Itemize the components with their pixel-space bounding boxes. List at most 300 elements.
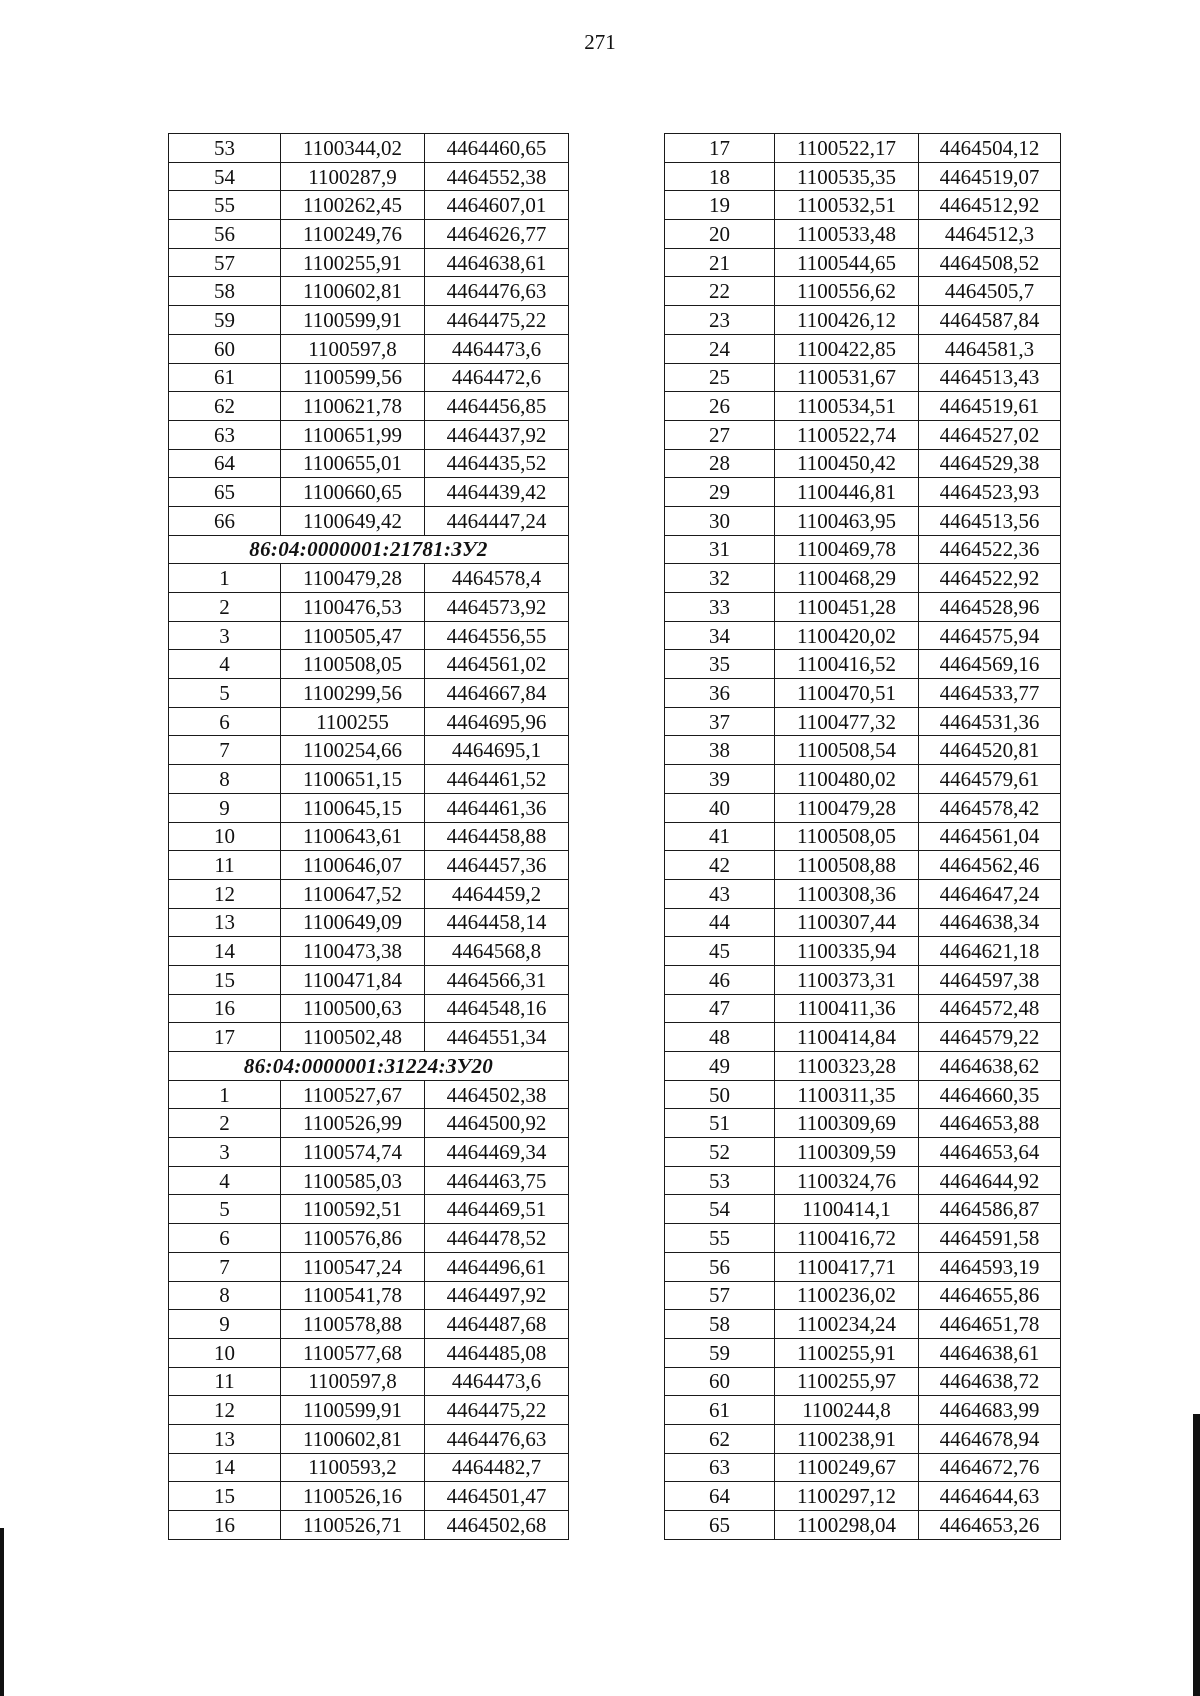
y-coordinate: 4464586,87: [919, 1195, 1061, 1224]
y-coordinate: 4464520,81: [919, 736, 1061, 765]
point-number: 23: [665, 306, 775, 335]
x-coordinate: 1100534,51: [775, 392, 919, 421]
point-number: 64: [169, 449, 281, 478]
point-number: 29: [665, 478, 775, 507]
point-number: 14: [169, 937, 281, 966]
x-coordinate: 1100660,65: [281, 478, 425, 507]
x-coordinate: 1100531,67: [775, 363, 919, 392]
table-row: [665, 420, 1061, 449]
y-coordinate: 4464578,4: [425, 564, 569, 593]
x-coordinate: 1100508,05: [775, 822, 919, 851]
table-row: [665, 162, 1061, 191]
x-coordinate: 1100476,53: [281, 593, 425, 622]
point-number: 50: [665, 1080, 775, 1109]
table-row: [665, 1252, 1061, 1281]
point-number: 56: [665, 1252, 775, 1281]
point-number: 44: [665, 908, 775, 937]
y-coordinate: 4464653,64: [919, 1138, 1061, 1167]
x-coordinate: 1100420,02: [775, 621, 919, 650]
point-number: 9: [169, 1310, 281, 1339]
section-title: 86:04:0000001:21781:ЗУ2: [169, 535, 569, 564]
x-coordinate: 1100502,48: [281, 1023, 425, 1052]
x-coordinate: 1100599,91: [281, 306, 425, 335]
y-coordinate: 4464459,2: [425, 879, 569, 908]
y-coordinate: 4464655,86: [919, 1281, 1061, 1310]
table-row: [665, 1281, 1061, 1310]
y-coordinate: 4464512,3: [919, 220, 1061, 249]
x-coordinate: 1100477,32: [775, 707, 919, 736]
point-number: 61: [169, 363, 281, 392]
y-coordinate: 4464528,96: [919, 593, 1061, 622]
y-coordinate: 4464678,94: [919, 1424, 1061, 1453]
y-coordinate: 4464435,52: [425, 449, 569, 478]
x-coordinate: 1100308,36: [775, 879, 919, 908]
table-row: [665, 134, 1061, 163]
x-coordinate: 1100532,51: [775, 191, 919, 220]
point-number: 37: [665, 707, 775, 736]
y-coordinate: 4464522,36: [919, 535, 1061, 564]
point-number: 30: [665, 506, 775, 535]
point-number: 34: [665, 621, 775, 650]
x-coordinate: 1100535,35: [775, 162, 919, 191]
y-coordinate: 4464482,7: [425, 1453, 569, 1482]
x-coordinate: 1100527,67: [281, 1080, 425, 1109]
x-coordinate: 1100505,47: [281, 621, 425, 650]
x-coordinate: 1100533,48: [775, 220, 919, 249]
point-number: 10: [169, 1338, 281, 1367]
table-row: [665, 1224, 1061, 1253]
point-number: 33: [665, 593, 775, 622]
point-number: 11: [169, 851, 281, 880]
point-number: 53: [169, 134, 281, 163]
point-number: 54: [665, 1195, 775, 1224]
y-coordinate: 4464502,38: [425, 1080, 569, 1109]
point-number: 20: [665, 220, 775, 249]
table-row: [169, 1482, 569, 1511]
point-number: 59: [169, 306, 281, 335]
y-coordinate: 4464647,24: [919, 879, 1061, 908]
point-number: 4: [169, 1166, 281, 1195]
y-coordinate: 4464502,68: [425, 1511, 569, 1540]
y-coordinate: 4464513,56: [919, 506, 1061, 535]
table-row: [169, 994, 569, 1023]
table-row: [169, 1080, 569, 1109]
x-coordinate: 1100655,01: [281, 449, 425, 478]
table-row: [169, 306, 569, 335]
point-number: 36: [665, 679, 775, 708]
table-row: [665, 937, 1061, 966]
x-coordinate: 1100373,31: [775, 965, 919, 994]
x-coordinate: 1100651,15: [281, 765, 425, 794]
y-coordinate: 4464660,35: [919, 1080, 1061, 1109]
x-coordinate: 1100469,78: [775, 535, 919, 564]
point-number: 25: [665, 363, 775, 392]
y-coordinate: 4464626,77: [425, 220, 569, 249]
table-row: [665, 248, 1061, 277]
point-number: 63: [169, 420, 281, 449]
x-coordinate: 1100416,52: [775, 650, 919, 679]
point-number: 14: [169, 1453, 281, 1482]
x-coordinate: 1100468,29: [775, 564, 919, 593]
y-coordinate: 4464638,61: [919, 1338, 1061, 1367]
table-row: [665, 1195, 1061, 1224]
y-coordinate: 4464531,36: [919, 707, 1061, 736]
table-row: [665, 220, 1061, 249]
y-coordinate: 4464638,62: [919, 1052, 1061, 1081]
y-coordinate: 4464683,99: [919, 1396, 1061, 1425]
point-number: 13: [169, 908, 281, 937]
point-number: 9: [169, 793, 281, 822]
table-row: [169, 621, 569, 650]
x-coordinate: 1100645,15: [281, 793, 425, 822]
point-number: 26: [665, 392, 775, 421]
table-row: [665, 736, 1061, 765]
y-coordinate: 4464496,61: [425, 1252, 569, 1281]
y-coordinate: 4464621,18: [919, 937, 1061, 966]
y-coordinate: 4464569,16: [919, 650, 1061, 679]
x-coordinate: 1100643,61: [281, 822, 425, 851]
y-coordinate: 4464579,61: [919, 765, 1061, 794]
point-number: 54: [169, 162, 281, 191]
table-row: [665, 879, 1061, 908]
x-coordinate: 1100311,35: [775, 1080, 919, 1109]
y-coordinate: 4464519,61: [919, 392, 1061, 421]
y-coordinate: 4464508,52: [919, 248, 1061, 277]
x-coordinate: 1100649,42: [281, 506, 425, 535]
x-coordinate: 1100297,12: [775, 1482, 919, 1511]
y-coordinate: 4464566,31: [425, 965, 569, 994]
point-number: 2: [169, 593, 281, 622]
table-row: [665, 506, 1061, 535]
table-row: [169, 449, 569, 478]
y-coordinate: 4464473,6: [425, 334, 569, 363]
y-coordinate: 4464497,92: [425, 1281, 569, 1310]
y-coordinate: 4464472,6: [425, 363, 569, 392]
y-coordinate: 4464561,02: [425, 650, 569, 679]
x-coordinate: 1100249,67: [775, 1453, 919, 1482]
y-coordinate: 4464548,16: [425, 994, 569, 1023]
x-coordinate: 1100309,59: [775, 1138, 919, 1167]
table-row: [169, 1424, 569, 1453]
table-row: [665, 965, 1061, 994]
point-number: 65: [665, 1511, 775, 1540]
y-coordinate: 4464581,3: [919, 334, 1061, 363]
y-coordinate: 4464556,55: [425, 621, 569, 650]
y-coordinate: 4464475,22: [425, 306, 569, 335]
table-row: [169, 248, 569, 277]
x-coordinate: 1100621,78: [281, 392, 425, 421]
point-number: 58: [169, 277, 281, 306]
x-coordinate: 1100597,8: [281, 1367, 425, 1396]
table-row: [169, 1195, 569, 1224]
y-coordinate: 4464562,46: [919, 851, 1061, 880]
x-coordinate: 1100463,95: [775, 506, 919, 535]
table-row: [169, 1166, 569, 1195]
table-row: [665, 621, 1061, 650]
y-coordinate: 4464551,34: [425, 1023, 569, 1052]
table-row: [169, 1367, 569, 1396]
table-row: [169, 1224, 569, 1253]
table-row: [169, 1453, 569, 1482]
point-number: 55: [169, 191, 281, 220]
table-row: [169, 707, 569, 736]
y-coordinate: 4464653,88: [919, 1109, 1061, 1138]
x-coordinate: 1100599,91: [281, 1396, 425, 1425]
point-number: 15: [169, 965, 281, 994]
point-number: 17: [665, 134, 775, 163]
x-coordinate: 1100508,88: [775, 851, 919, 880]
y-coordinate: 4464469,51: [425, 1195, 569, 1224]
x-coordinate: 1100526,16: [281, 1482, 425, 1511]
table-row: [169, 851, 569, 880]
y-coordinate: 4464607,01: [425, 191, 569, 220]
y-coordinate: 4464460,65: [425, 134, 569, 163]
point-number: 57: [665, 1281, 775, 1310]
x-coordinate: 1100451,28: [775, 593, 919, 622]
x-coordinate: 1100602,81: [281, 1424, 425, 1453]
table-row: [665, 1080, 1061, 1109]
x-coordinate: 1100526,71: [281, 1511, 425, 1540]
point-number: 1: [169, 1080, 281, 1109]
table-row: [169, 162, 569, 191]
y-coordinate: 4464523,93: [919, 478, 1061, 507]
y-coordinate: 4464485,08: [425, 1338, 569, 1367]
point-number: 16: [169, 1511, 281, 1540]
table-row: [169, 822, 569, 851]
x-coordinate: 1100323,28: [775, 1052, 919, 1081]
point-number: 12: [169, 1396, 281, 1425]
x-coordinate: 1100522,74: [775, 420, 919, 449]
table-row: [665, 793, 1061, 822]
y-coordinate: 4464473,6: [425, 1367, 569, 1396]
point-number: 16: [169, 994, 281, 1023]
table-row: [665, 191, 1061, 220]
table-row: [665, 1424, 1061, 1453]
point-number: 59: [665, 1338, 775, 1367]
table-row: [169, 420, 569, 449]
table-row: [665, 392, 1061, 421]
x-coordinate: 1100547,24: [281, 1252, 425, 1281]
point-number: 7: [169, 736, 281, 765]
table-row: [169, 793, 569, 822]
table-row: [665, 1511, 1061, 1540]
point-number: 45: [665, 937, 775, 966]
x-coordinate: 1100522,17: [775, 134, 919, 163]
table-row: [169, 134, 569, 163]
y-coordinate: 4464672,76: [919, 1453, 1061, 1482]
y-coordinate: 4464653,26: [919, 1511, 1061, 1540]
table-row: [169, 1138, 569, 1167]
point-number: 47: [665, 994, 775, 1023]
x-coordinate: 1100544,65: [775, 248, 919, 277]
x-coordinate: 1100479,28: [281, 564, 425, 593]
x-coordinate: 1100541,78: [281, 1281, 425, 1310]
x-coordinate: 1100422,85: [775, 334, 919, 363]
x-coordinate: 1100574,74: [281, 1138, 425, 1167]
table-row: [169, 593, 569, 622]
table-row: [169, 220, 569, 249]
point-number: 19: [665, 191, 775, 220]
point-number: 48: [665, 1023, 775, 1052]
x-coordinate: 1100335,94: [775, 937, 919, 966]
table-row: [665, 277, 1061, 306]
x-coordinate: 1100287,9: [281, 162, 425, 191]
point-number: 62: [665, 1424, 775, 1453]
x-coordinate: 1100255,97: [775, 1367, 919, 1396]
x-coordinate: 1100473,38: [281, 937, 425, 966]
table-row: [169, 1109, 569, 1138]
x-coordinate: 1100647,52: [281, 879, 425, 908]
y-coordinate: 4464593,19: [919, 1252, 1061, 1281]
x-coordinate: 1100649,09: [281, 908, 425, 937]
point-number: 7: [169, 1252, 281, 1281]
point-number: 13: [169, 1424, 281, 1453]
y-coordinate: 4464456,85: [425, 392, 569, 421]
x-coordinate: 1100578,88: [281, 1310, 425, 1339]
point-number: 21: [665, 248, 775, 277]
point-number: 17: [169, 1023, 281, 1052]
y-coordinate: 4464458,88: [425, 822, 569, 851]
y-coordinate: 4464579,22: [919, 1023, 1061, 1052]
y-coordinate: 4464529,38: [919, 449, 1061, 478]
table-row: [169, 277, 569, 306]
x-coordinate: 1100249,76: [281, 220, 425, 249]
y-coordinate: 4464638,34: [919, 908, 1061, 937]
table-row: [665, 1166, 1061, 1195]
point-number: 43: [665, 879, 775, 908]
table-row: [169, 478, 569, 507]
y-coordinate: 4464527,02: [919, 420, 1061, 449]
x-coordinate: 1100416,72: [775, 1224, 919, 1253]
table-row: [665, 1482, 1061, 1511]
table-row: [665, 1338, 1061, 1367]
point-number: 5: [169, 1195, 281, 1224]
y-coordinate: 4464461,52: [425, 765, 569, 794]
x-coordinate: 1100414,1: [775, 1195, 919, 1224]
point-number: 61: [665, 1396, 775, 1425]
point-number: 38: [665, 736, 775, 765]
y-coordinate: 4464461,36: [425, 793, 569, 822]
table-row: [665, 1396, 1061, 1425]
x-coordinate: 1100593,2: [281, 1453, 425, 1482]
table-row: [665, 449, 1061, 478]
point-number: 5: [169, 679, 281, 708]
y-coordinate: 4464475,22: [425, 1396, 569, 1425]
y-coordinate: 4464513,43: [919, 363, 1061, 392]
table-row: [169, 1511, 569, 1540]
x-coordinate: 1100470,51: [775, 679, 919, 708]
x-coordinate: 1100479,28: [775, 793, 919, 822]
point-number: 60: [169, 334, 281, 363]
point-number: 53: [665, 1166, 775, 1195]
point-number: 40: [665, 793, 775, 822]
x-coordinate: 1100262,45: [281, 191, 425, 220]
point-number: 24: [665, 334, 775, 363]
y-coordinate: 4464644,63: [919, 1482, 1061, 1511]
x-coordinate: 1100255: [281, 707, 425, 736]
x-coordinate: 1100508,05: [281, 650, 425, 679]
y-coordinate: 4464437,92: [425, 420, 569, 449]
y-coordinate: 4464695,96: [425, 707, 569, 736]
point-number: 8: [169, 1281, 281, 1310]
y-coordinate: 4464447,24: [425, 506, 569, 535]
x-coordinate: 1100585,03: [281, 1166, 425, 1195]
table-row: [169, 1338, 569, 1367]
page-number: 271: [584, 30, 616, 54]
x-coordinate: 1100417,71: [775, 1252, 919, 1281]
y-coordinate: 4464638,72: [919, 1367, 1061, 1396]
point-number: 51: [665, 1109, 775, 1138]
point-number: 6: [169, 707, 281, 736]
x-coordinate: 1100526,99: [281, 1109, 425, 1138]
y-coordinate: 4464644,92: [919, 1166, 1061, 1195]
table-row: [665, 1310, 1061, 1339]
table-row: [169, 765, 569, 794]
scan-edge-mark: [0, 1528, 4, 1696]
x-coordinate: 1100576,86: [281, 1224, 425, 1253]
table-row: [665, 334, 1061, 363]
x-coordinate: 1100244,8: [775, 1396, 919, 1425]
y-coordinate: 4464578,42: [919, 793, 1061, 822]
table-row: [665, 1109, 1061, 1138]
x-coordinate: 1100577,68: [281, 1338, 425, 1367]
table-row: [665, 535, 1061, 564]
point-number: 41: [665, 822, 775, 851]
x-coordinate: 1100500,63: [281, 994, 425, 1023]
x-coordinate: 1100324,76: [775, 1166, 919, 1195]
y-coordinate: 4464587,84: [919, 306, 1061, 335]
x-coordinate: 1100254,66: [281, 736, 425, 765]
table-row: [665, 765, 1061, 794]
table-row: [169, 879, 569, 908]
point-number: 2: [169, 1109, 281, 1138]
y-coordinate: 4464591,58: [919, 1224, 1061, 1253]
table-row: [665, 994, 1061, 1023]
y-coordinate: 4464487,68: [425, 1310, 569, 1339]
table-row: [665, 478, 1061, 507]
table-row: [169, 392, 569, 421]
x-coordinate: 1100309,69: [775, 1109, 919, 1138]
point-number: 35: [665, 650, 775, 679]
table-row: [665, 306, 1061, 335]
point-number: 1: [169, 564, 281, 593]
table-row: [665, 363, 1061, 392]
x-coordinate: 1100236,02: [775, 1281, 919, 1310]
y-coordinate: 4464463,75: [425, 1166, 569, 1195]
x-coordinate: 1100597,8: [281, 334, 425, 363]
table-row: [169, 736, 569, 765]
y-coordinate: 4464500,92: [425, 1109, 569, 1138]
table-row: [169, 506, 569, 535]
point-number: 49: [665, 1052, 775, 1081]
section-title: 86:04:0000001:31224:ЗУ20: [169, 1052, 569, 1081]
x-coordinate: 1100344,02: [281, 134, 425, 163]
point-number: 3: [169, 1138, 281, 1167]
x-coordinate: 1100446,81: [775, 478, 919, 507]
x-coordinate: 1100234,24: [775, 1310, 919, 1339]
table-row: [169, 650, 569, 679]
y-coordinate: 4464568,8: [425, 937, 569, 966]
x-coordinate: 1100646,07: [281, 851, 425, 880]
point-number: 58: [665, 1310, 775, 1339]
x-coordinate: 1100299,56: [281, 679, 425, 708]
point-number: 11: [169, 1367, 281, 1396]
table-row: [169, 564, 569, 593]
section-header-row: [169, 535, 569, 564]
table-row: [169, 1281, 569, 1310]
table-row: [169, 908, 569, 937]
point-number: 42: [665, 851, 775, 880]
